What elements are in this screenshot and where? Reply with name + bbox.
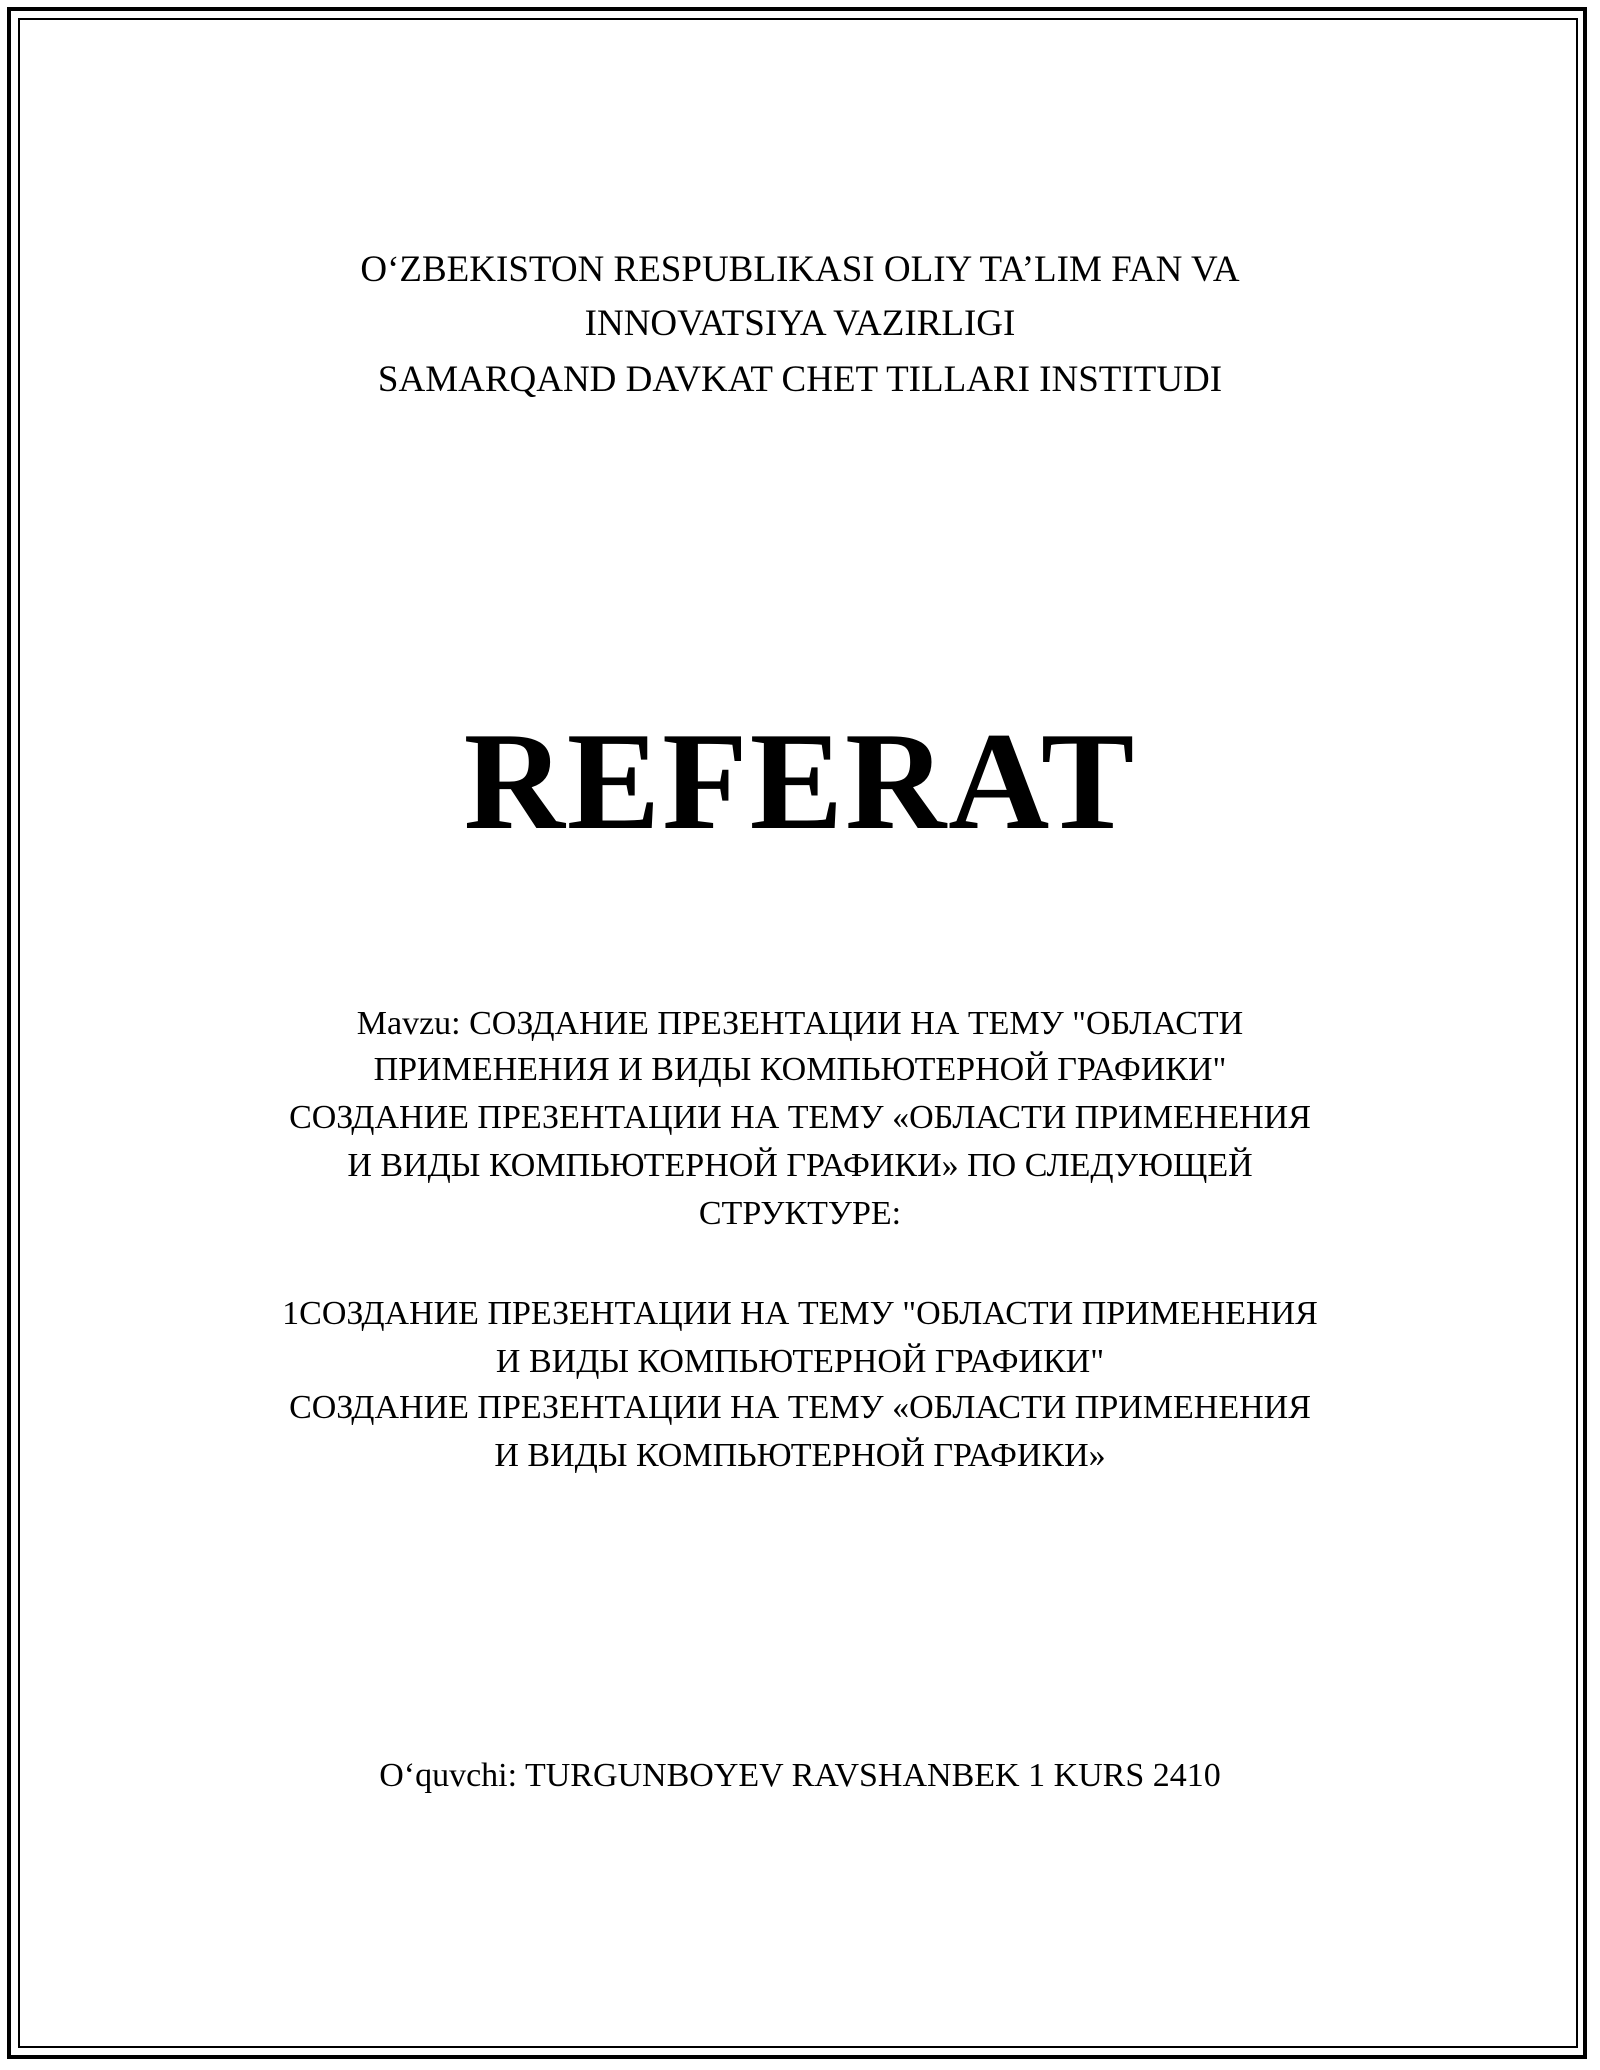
structure-line-2: И ВИДЫ КОМПЬЮТЕРНОЙ ГРАФИКИ"	[495, 1343, 1105, 1380]
topic-line-2: ПРИМЕНЕНИЯ И ВИДЫ КОМПЬЮТЕРНОЙ ГРАФИКИ"	[373, 1051, 1227, 1088]
student-info: O‘quvchi: TURGUNBOYEV RAVSHANBEK 1 KURS 2410	[379, 1757, 1221, 1794]
topic-line-5: СТРУКТУРЕ:	[698, 1195, 902, 1232]
topic-line-3: СОЗДАНИЕ ПРЕЗЕНТАЦИИ НА ТЕМУ «ОБЛАСТИ ПРИМЕНЕНИЯ	[289, 1099, 1311, 1136]
topic-line-4: И ВИДЫ КОМПЬЮТЕРНОЙ ГРАФИКИ» ПО СЛЕДУЮЩЕЙ	[347, 1147, 1253, 1184]
document-title: REFERAT	[463, 704, 1137, 859]
ministry-line-1: O‘ZBEKISTON RESPUBLIKASI OLIY TA’LIM FAN VA	[360, 249, 1240, 290]
institute-name: SAMARQAND DAVKAT CHET TILLARI INSTITUDI	[377, 359, 1223, 400]
ministry-line-2: INNOVATSIYA VAZIRLIGI	[584, 303, 1016, 344]
structure-line-4: И ВИДЫ КОМПЬЮТЕРНОЙ ГРАФИКИ»	[494, 1437, 1106, 1474]
structure-line-3: СОЗДАНИЕ ПРЕЗЕНТАЦИИ НА ТЕМУ «ОБЛАСТИ ПРИМЕНЕНИЯ	[289, 1389, 1311, 1426]
structure-line-1: 1СОЗДАНИЕ ПРЕЗЕНТАЦИИ НА ТЕМУ "ОБЛАСТИ ПРИМЕНЕНИЯ	[282, 1295, 1318, 1332]
topic-line-1: Mavzu: СОЗДАНИЕ ПРЕЗЕНТАЦИИ НА ТЕМУ "ОБЛАСТИ	[356, 1005, 1244, 1042]
